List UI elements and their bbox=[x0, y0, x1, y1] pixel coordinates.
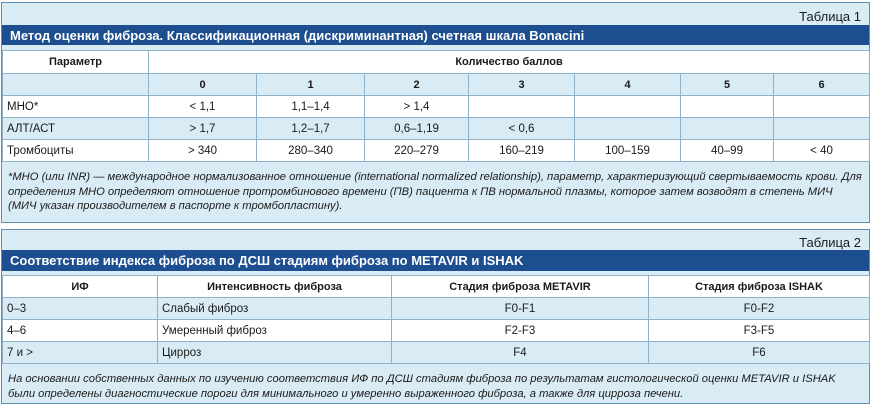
table-cell bbox=[774, 118, 870, 140]
if-cell: 7 и > bbox=[3, 342, 158, 364]
table-cell: < 0,6 bbox=[469, 118, 575, 140]
table1-grid bbox=[2, 50, 870, 162]
metavir-cell: F0-F1 bbox=[392, 298, 649, 320]
score-header: Количество баллов bbox=[149, 51, 870, 74]
table1-note: *МНО (или INR) — международное нормализованное отношение (international normalized relationship), параметр, характеризующий свертываемость крови. Для определения МНО определяют отношение протромбинового времени (ПВ) пациента к ПВ нормальной плазмы, которое затем возводят в степень МИЧ (МИЧ указан производителем в паспорте к тромбопластину). bbox=[8, 171, 862, 212]
param-header: Параметр bbox=[3, 51, 149, 74]
table-cell bbox=[681, 96, 774, 118]
table-cell: > 1,7 bbox=[149, 118, 257, 140]
if-header: ИФ bbox=[3, 276, 158, 298]
score-col-2: 2 bbox=[365, 74, 469, 96]
table1-label: Таблица 1 bbox=[799, 9, 861, 24]
table-cell: 220–279 bbox=[365, 140, 469, 162]
table-cell: 1,1–1,4 bbox=[257, 96, 365, 118]
intensity-header: Интенсивность фиброза bbox=[158, 276, 392, 298]
table-row bbox=[3, 118, 870, 140]
table1-title: Метод оценки фиброза. Классификационная (дискриминантная) счетная шкала Bonacini bbox=[2, 25, 869, 45]
table-row bbox=[3, 96, 870, 118]
ishak-cell: F0-F2 bbox=[649, 298, 870, 320]
if-cell: 4–6 bbox=[3, 320, 158, 342]
ishak-header: Стадия фиброза ISHAK bbox=[649, 276, 870, 298]
table2-label: Таблица 2 bbox=[799, 235, 861, 250]
table-row bbox=[3, 320, 870, 342]
table-row bbox=[3, 342, 870, 364]
table-cell: > 1,4 bbox=[365, 96, 469, 118]
table-row bbox=[3, 140, 870, 162]
table-cell: 1,2–1,7 bbox=[257, 118, 365, 140]
table-cell: < 1,1 bbox=[149, 96, 257, 118]
score-col-1: 1 bbox=[257, 74, 365, 96]
table-cell bbox=[469, 96, 575, 118]
intensity-cell: Цирроз bbox=[158, 342, 392, 364]
table-cell: 280–340 bbox=[257, 140, 365, 162]
table-cell: > 340 bbox=[149, 140, 257, 162]
ishak-cell: F6 bbox=[649, 342, 870, 364]
row-name: МНО* bbox=[3, 96, 149, 118]
row-name: Тромбоциты bbox=[3, 140, 149, 162]
table-row bbox=[3, 298, 870, 320]
table-cell: 160–219 bbox=[469, 140, 575, 162]
table2-title: Соответствие индекса фиброза по ДСШ стадиям фиброза по METAVIR и ISHAK bbox=[2, 250, 869, 271]
intensity-cell: Умеренный фиброз bbox=[158, 320, 392, 342]
table-cell bbox=[575, 96, 681, 118]
score-col-5: 5 bbox=[681, 74, 774, 96]
table-cell: 0,6–1,19 bbox=[365, 118, 469, 140]
if-cell: 0–3 bbox=[3, 298, 158, 320]
table1-panel bbox=[1, 2, 870, 223]
row-name: АЛТ/АСТ bbox=[3, 118, 149, 140]
metavir-cell: F4 bbox=[392, 342, 649, 364]
table2-grid bbox=[2, 275, 870, 364]
intensity-cell: Слабый фиброз bbox=[158, 298, 392, 320]
score-col-4: 4 bbox=[575, 74, 681, 96]
table-cell bbox=[681, 118, 774, 140]
table-cell bbox=[575, 118, 681, 140]
table-cell bbox=[774, 96, 870, 118]
empty-header-cell bbox=[3, 74, 149, 96]
table2-note: На основании собственных данных по изучению соответствия ИФ по ДСШ стадиям фиброза по результатам гистологической оценки METAVIR и ISHAK были определены диагностические пороги для минимального и умеренно выраженного фиброза, а также для цирроза печени. bbox=[8, 373, 836, 400]
table-cell: 40–99 bbox=[681, 140, 774, 162]
table2-panel bbox=[1, 229, 870, 404]
score-col-3: 3 bbox=[469, 74, 575, 96]
metavir-header: Стадия фиброза METAVIR bbox=[392, 276, 649, 298]
metavir-cell: F2-F3 bbox=[392, 320, 649, 342]
score-col-0: 0 bbox=[149, 74, 257, 96]
table-cell: 100–159 bbox=[575, 140, 681, 162]
score-col-6: 6 bbox=[774, 74, 870, 96]
table-cell: < 40 bbox=[774, 140, 870, 162]
ishak-cell: F3-F5 bbox=[649, 320, 870, 342]
